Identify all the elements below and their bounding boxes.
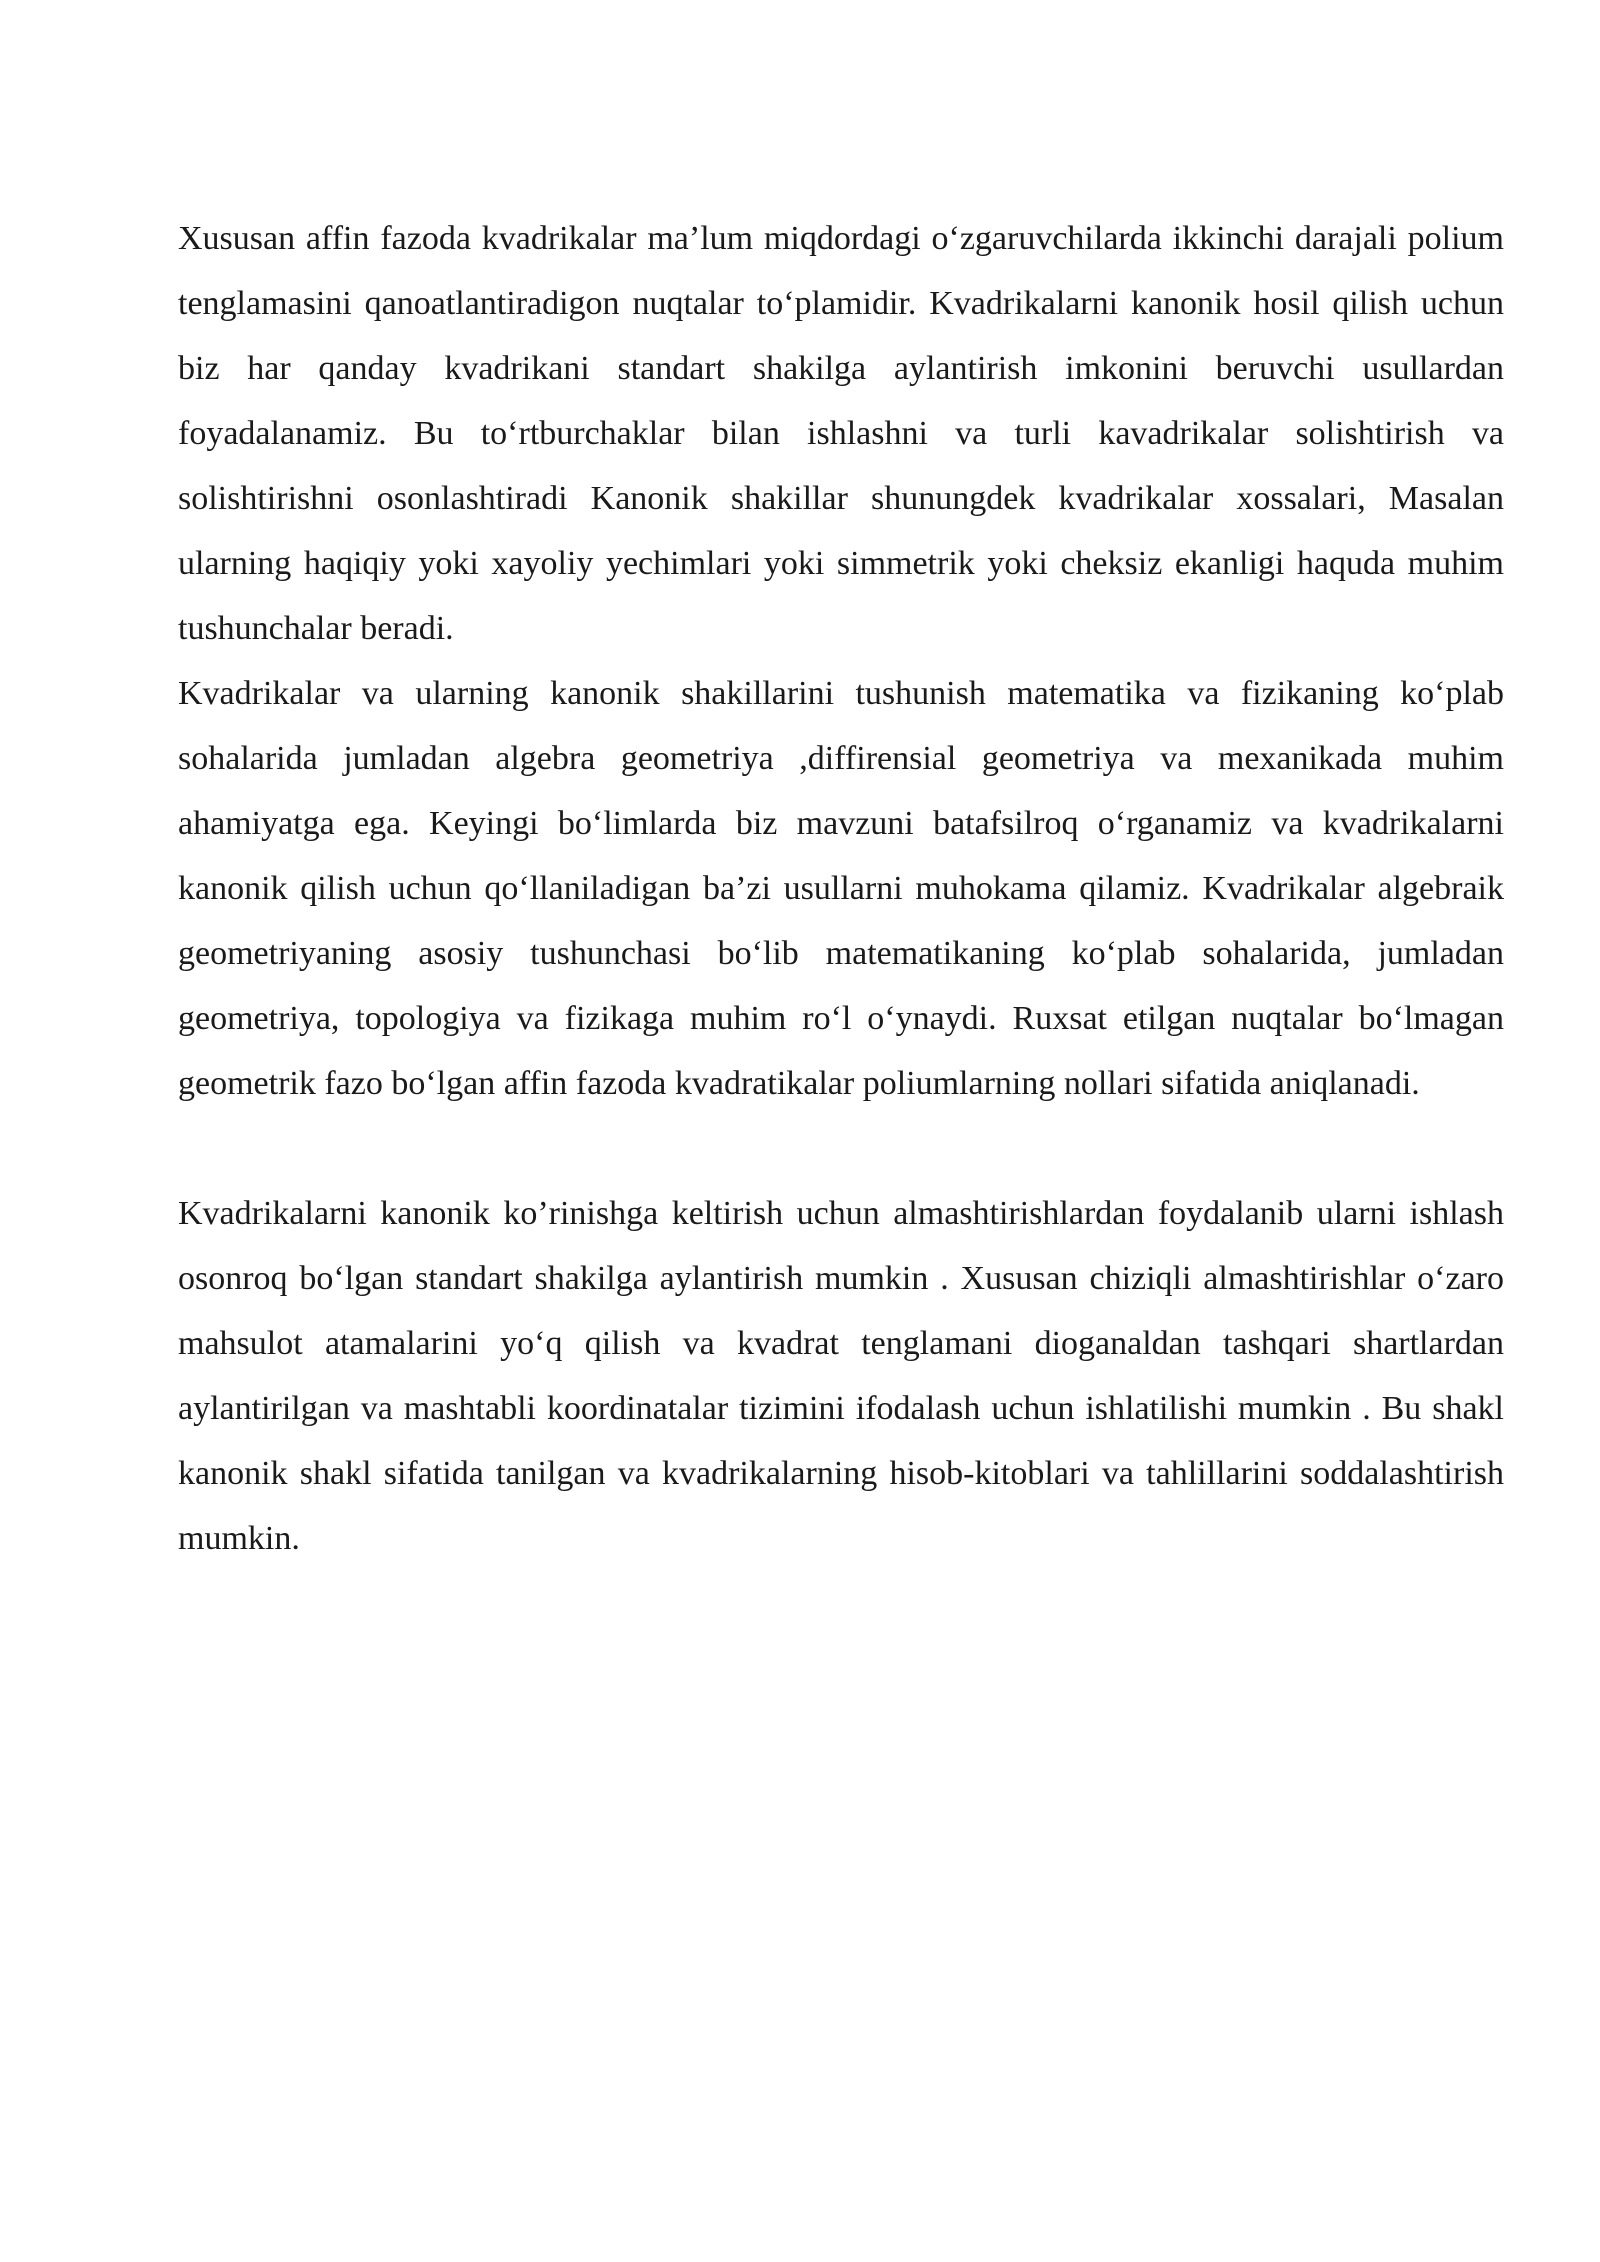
paragraph-spacer — [178, 1116, 1504, 1181]
paragraph-3: Kvadrikalarni kanonik ko’rinishga keltirish uchun almashtirishlardan foydalanib ularni ishlash osonroq bo‘lgan standart shakilga aylantirish mumkin . Xususan chiziqli almashtirishlar o‘zaro mahsulot atamalarini yo‘q qilish va kvadrat tenglamani dioganaldan tashqari shartlardan aylantirilgan va mashtabli koordinatalar tizimini ifodalash uchun ishlatilishi mumkin . Bu shakl kanonik shakl sifatida tanilgan va kvadrikalarning hisob-kitoblari va tahlillarini soddalashtirish mumkin. — [178, 1195, 1504, 1557]
document-body — [178, 206, 1504, 1571]
paragraph-2: Kvadrikalar va ularning kanonik shakillarini tushunish matematika va fizikaning ko‘plab sohalarida jumladan algebra geometriya ,diffirensial geometriya va mexanikada muhim ahamiyatga ega. Keyingi bo‘limlarda biz mavzuni batafsilroq o‘rganamiz va kvadrikalarni kanonik qilish uchun qo‘llaniladigan ba’zi usullarni muhokama qilamiz. Kvadrikalar algebraik geometriyaning asosiy tushunchasi bo‘lib matematikaning ko‘plab sohalarida, jumladan geometriya, topologiya va fizikaga muhim ro‘l o‘ynaydi. Ruxsat etilgan nuqtalar bo‘lmagan geometrik fazo bo‘lgan affin fazoda kvadratikalar poliumlarning nollari sifatida aniqlanadi. — [178, 675, 1504, 1102]
paragraph-1: Xususan affin fazoda kvadrikalar ma’lum miqdordagi o‘zgaruvchilarda ikkinchi darajali polium tenglamasini qanoatlantiradigon nuqtalar to‘plamidir. Kvadrikalarni kanonik hosil qilish uchun biz har qanday kvadrikani standart shakilga aylantirish imkonini beruvchi usullardan foyadalanamiz. Bu to‘rtburchaklar bilan ishlashni va turli kavadrikalar solishtirish va solishtirishni osonlashtiradi Kanonik shakillar shunungdek kvadrikalar xossalari, Masalan ularning haqiqiy yoki xayoliy yechimlari yoki simmetrik yoki cheksiz ekanligi haquda muhim tushunchalar beradi. — [178, 220, 1504, 647]
